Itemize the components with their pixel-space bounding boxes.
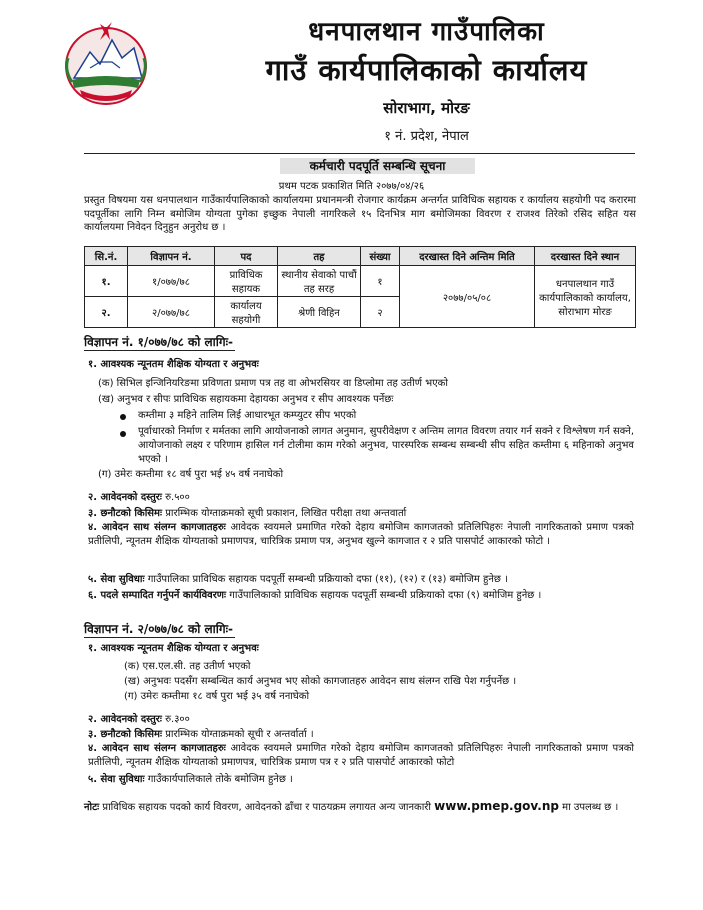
row-level: श्रेणी विहिन bbox=[278, 297, 361, 328]
office-location: सोराभाग, मोरङ bbox=[383, 99, 470, 117]
ad1-selection: ३. छनौटको किसिमः प्रारम्भिक योग्ताक्रमको सूची प्रकाशन, लिखित परीक्षा तथा अन्तवार्ता bbox=[88, 508, 407, 519]
note-paragraph: नोटः प्राविधिक सहायक पदको कार्य विवरण, आवेदनको ढाँचा र पाठयक्रम लगायत अन्य जानकारी www.pmep.gov.np मा उपलब्ध छ । bbox=[84, 799, 619, 813]
row-ad-no: २/०७७/७८ bbox=[128, 297, 215, 328]
col-header-level: तह bbox=[278, 247, 361, 266]
notice-title: कर्मचारी पदपूर्ति सम्बन्धि सूचना bbox=[280, 158, 475, 174]
ad2-facility: ५. सेवा सुविधाः गाउँकार्यपालिकाले तोके बमोजिम हुनेछ । bbox=[88, 774, 293, 785]
ad1-qualification-title: १. आवश्यक न्यूनतम शैक्षिक योग्यता र अनुभवः bbox=[88, 359, 259, 370]
row-post: कार्यालय सहयोगी bbox=[215, 297, 278, 328]
ad2-selection: ३. छनौटको किसिमः प्रारम्भिक योग्ताक्रमको सूची र अन्तर्वार्ता । bbox=[88, 729, 314, 740]
website-link[interactable]: www.pmep.gov.np bbox=[434, 799, 559, 813]
table-header-row bbox=[85, 247, 636, 266]
ad1-heading: विज्ञापन नं. १/०७७/७८ को लागिः- bbox=[84, 335, 234, 349]
ad1-qualification-c: (ग) उमेरः कम्तीमा १८ वर्ष पुरा भई ४५ वर्ष ननाघेको bbox=[98, 469, 284, 480]
intro-paragraph: प्रस्तुत विषयमा यस धनपालथान गाउँकार्यपालिकाको कार्यालयमा प्रधानमन्त्री रोजगार कार्यक्रम अन्तर्गत प्राविधिक सहायक र कार्यालय सहयोगी पद करारमा पदपूर्तीका लागि निम्न बमोजिम योग्यता पुगेका इच्छुक नेपाली नागरिकले १५ दिनभित्र माग बमोजिमका विवरण र राजश्व तिरेको रसिद सहित यस कार्यालयमा निवेदन दिनुहुन अनुरोध छ । bbox=[84, 195, 636, 233]
ad2-qualification-title: १. आवश्यक न्यूनतम शैक्षिक योग्यता र अनुभवः bbox=[88, 643, 259, 654]
nepal-emblem-icon bbox=[60, 18, 152, 108]
location-cell: धनपालथान गाउँ कार्यपालिकाको कार्यालय, सोराभाग मोरङ bbox=[535, 266, 636, 328]
ad2-documents: ४. आवेदन साथ संलग्न कागजातहरुः आवेदक स्वयमले प्रमाणित गरेको देहाय बमोजिम कागजतको प्रतिलिपिहरुः नेपाली नागरिकताको प्रमाण पत्रको प्रतीलिपी, न्यूनतम शैक्षिक योग्यताको प्रमाणपत्र, चारित्रिक प्रमाण पत्र र २ प्रति पासपोर्ट आकारको फोटो bbox=[88, 743, 634, 768]
row-sn: १. bbox=[85, 266, 128, 297]
ad2-qualification-c: (ग) उमेरः कम्तीमा १८ वर्ष पुरा भई ३५ वर्ष ननाघेको bbox=[124, 691, 310, 702]
ad1-duties: ६. पदले सम्पादित गर्नुपर्ने कार्यविवरणः गाउँपालिकाको प्राविधिक सहायक पदपूर्ती सम्बन्धी प्रक्रियाको दफा (९) बमोजिम हुनेछ । bbox=[88, 590, 542, 601]
row-level: स्थानीय सेवाको पाचौं तह सरह bbox=[278, 266, 361, 297]
ad2-fee: २. आवेदनको दस्तुरः रु.३०० bbox=[88, 714, 190, 725]
row-post: प्राविधिक सहायक bbox=[215, 266, 278, 297]
ad2-qualification-b: (ख) अनुभवः पदसँग सम्बन्धित कार्य अनुभव भए सोको कागजातहरु आवेदन साथ संलग्न राखि पेश गर्नुपर्नेछ । bbox=[124, 676, 517, 687]
bullet-icon bbox=[120, 414, 126, 420]
ad2-heading: विज्ञापन नं. २/०७७/७८ को लागिः- bbox=[84, 622, 234, 636]
vacancy-table bbox=[84, 246, 636, 328]
row-sn: २. bbox=[85, 297, 128, 328]
ad1-bullet-2: पूर्वाधारको निर्माण र मर्मतका लागि आयोजनाको लागत अनुमान, सुपरीवेक्षण र अन्तिम लागत विवरण तयार गर्न सक्ने र विश्लेषण गर्न सक्ने, आयोजनाको लक्ष्य र परिणाम हासिल गर्न टोलीमा काम गरेको अनुभव, पारस्परिक सम्बन्ध सम्बन्धी सीप सहित कम्तीमा ६ महिनाको अनुभव भएको । bbox=[138, 426, 634, 465]
ad1-documents: ४. आवेदन साथ संलग्न कागजातहरुः आवेदक स्वयमले प्रमाणित गरेको देहाय बमोजिम कागजतको प्रतिलिपिहरुः नेपाली नागरिकताको प्रमाण पत्रको प्रतीलिपी, न्यूनतम शैक्षिक योग्यताको प्रमाणपत्र, चारित्रिक प्रमाण पत्र, अनुभव खुल्ने कागजात र २ प्रति पासपोर्ट आकारको फोटो । bbox=[88, 522, 634, 547]
col-header-count: संख्या bbox=[361, 247, 400, 266]
first-published-date: प्रथम पटक प्रकाशित मिति २०७७/०४/२६ bbox=[278, 181, 425, 192]
row-ad-no: १/०७७/७८ bbox=[128, 266, 215, 297]
ad2-qualification-a: (क) एस.एल.सी. तह उतीर्ण भएको bbox=[124, 661, 251, 672]
col-header-ad-no: विज्ञापन नं. bbox=[128, 247, 215, 266]
col-header-deadline: दरखास्त दिने अन्तिम मिति bbox=[400, 247, 535, 266]
ad1-qualification-a: (क) सिभिल इन्जिनियरिङमा प्रविणता प्रमाण पत्र तह वा ओभरसियर वा डिप्लोमा तह उतीर्ण भएको bbox=[98, 378, 448, 389]
ad1-bullet-1: कम्तीमा ३ महिने तालिम लिई आधारभूत कम्प्युटर सीप भएको bbox=[138, 410, 357, 421]
office-name: गाउँ कार्यपालिकाको कार्यालय bbox=[265, 53, 588, 87]
col-header-sn: सि.नं. bbox=[85, 247, 128, 266]
ad1-fee: २. आवेदनको दस्तुरः रु.५०० bbox=[88, 492, 190, 503]
table-row bbox=[85, 266, 636, 297]
municipality-name: धनपालथान गाउँपालिका bbox=[308, 17, 545, 47]
row-count: २ bbox=[361, 297, 400, 328]
deadline-cell: २०७७/०५/०८ bbox=[400, 266, 535, 328]
ad1-qualification-b: (ख) अनुभव र सीपः प्राविधिक सहायकमा देहायका अनुभव र सीप आवश्यक पर्नेछः bbox=[98, 394, 394, 405]
col-header-post: पद bbox=[215, 247, 278, 266]
col-header-location: दरखास्त दिने स्थान bbox=[535, 247, 636, 266]
row-count: १ bbox=[361, 266, 400, 297]
province-line: १ नं. प्रदेश, नेपाल bbox=[384, 129, 469, 144]
bullet-icon bbox=[120, 431, 126, 437]
ad1-facility: ५. सेवा सुविधाः गाउँपालिका प्राविधिक सहायक पदपूर्ती सम्बन्धी प्रक्रियाको दफा (११), (१२) र (१३) बमोजिम हुनेछ । bbox=[88, 574, 508, 585]
header-divider bbox=[84, 153, 635, 154]
